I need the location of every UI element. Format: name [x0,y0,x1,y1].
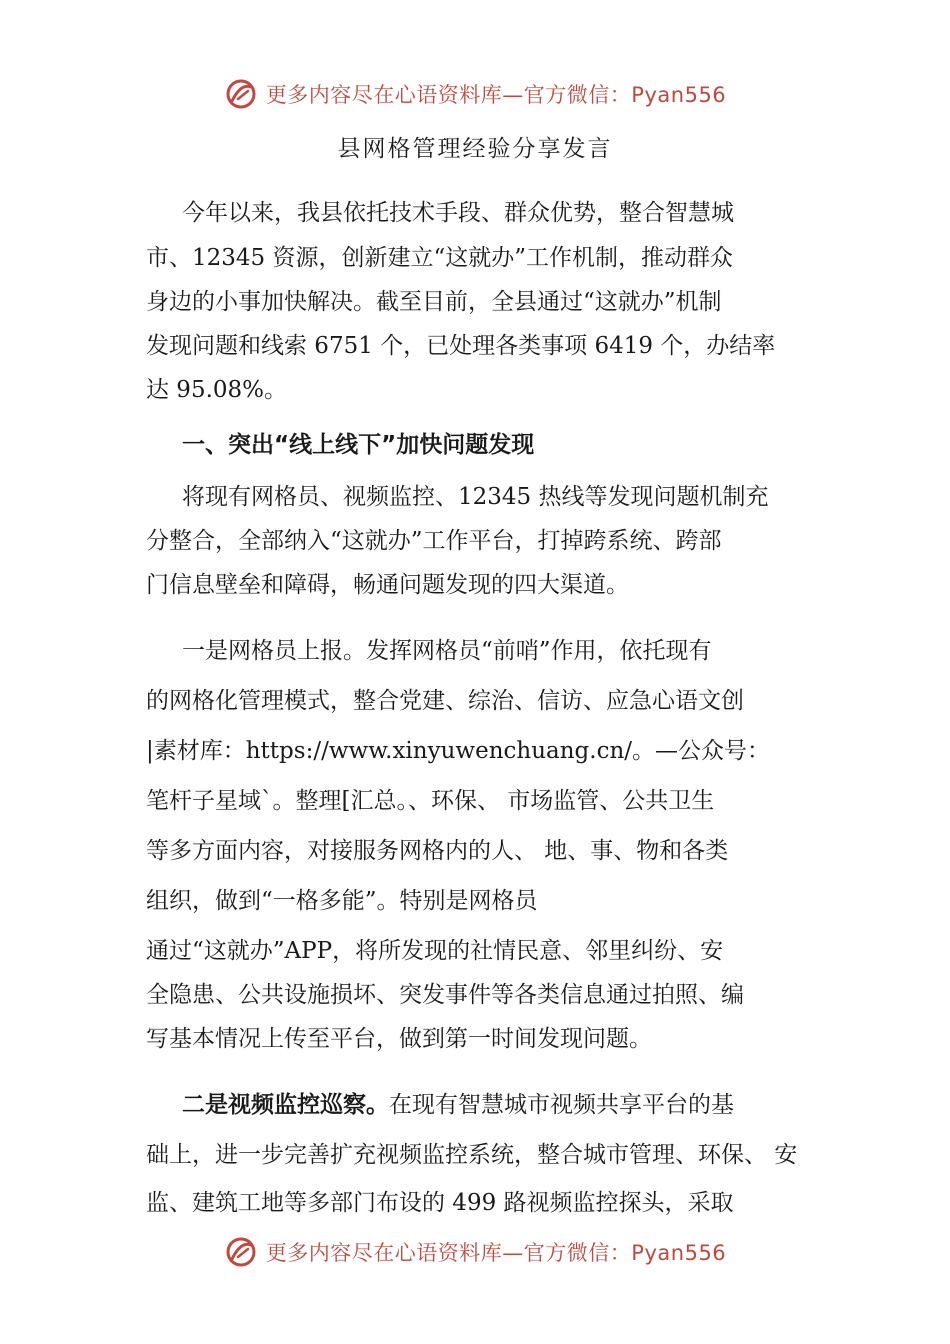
watermark-text: 更多内容尽在心语资料库—官方微信：Pyan556 [265,83,727,107]
header-watermark [0,74,950,114]
text-line: 写基本情况上传至平台，做到第一时间发现问题。 [146,1026,652,1052]
text-line: 分整合，全部纳入“这就办”工作平台，打掉跨系统、跨部 [146,528,722,554]
footer-watermark [0,1232,950,1272]
text-line: 身边的小事加快解决。截至目前，全县通过“这就办”机制 [146,289,722,315]
watermark-text: 更多内容尽在心语资料库—官方微信：Pyan556 [265,1241,727,1265]
text-line: 全隐患、公共设施损坏、突发事件等各类信息通过拍照、编 [146,982,744,1008]
brush-logo-icon [224,77,258,111]
text-line: 的网格化管理模式，整合党建、综治、信访、应急心语文创 [146,688,744,714]
brush-logo-icon [224,1235,258,1269]
document-title: 县网格管理经验分享发言 [337,136,613,162]
text-line: 等多方面内容，对接服务网格内的人、 地、事、物和各类 [146,838,729,864]
text-line: 一是网格员上报。发挥网格员“前哨”作用，依托现有 [182,638,712,664]
text-line: 门信息壁垒和障碍，畅通问题发现的四大渠道。 [146,572,629,598]
text-line: 达 95.08%。 [146,377,288,403]
text-line: 今年以来，我县依托技术手段、群众优势，整合智慧城 [182,200,734,226]
text-line: 将现有网格员、视频监控、12345 热线等发现问题机制充 [182,484,769,510]
section-heading: 一、突出“线上线下”加快问题发现 [182,432,535,458]
text-line [182,1086,808,1119]
part2-bold-lead: 二是视频监控巡察。 [182,1092,389,1118]
text-line: 市、12345 资源，创新建立“这就办”工作机制，推动群众 [146,245,733,271]
text-line: 发现问题和线索 6751 个，已处理各类事项 6419 个，办结率 [146,333,776,359]
part2-lead-rest: 在现有智慧城市视频共享平台的基 [389,1092,734,1118]
text-line: 组织，做到“一格多能”。特别是网格员 [146,888,538,914]
text-line: 笔杆子星域`。整理[汇总。、环保、 市场监管、公共卫生 [146,788,715,814]
text-line: 监、建筑工地等多部门布设的 499 路视频监控探头，采取 [146,1190,734,1216]
text-line: 础上，进一步完善扩充视频监控系统，整合城市管理、环保、 安 [146,1142,798,1168]
text-line: |素材库：https://www.xinyuwenchuang.cn/。—公众号： [146,738,771,764]
text-line: 通过“这就办”APP，将所发现的社情民意、邻里纠纷、安 [146,938,724,964]
